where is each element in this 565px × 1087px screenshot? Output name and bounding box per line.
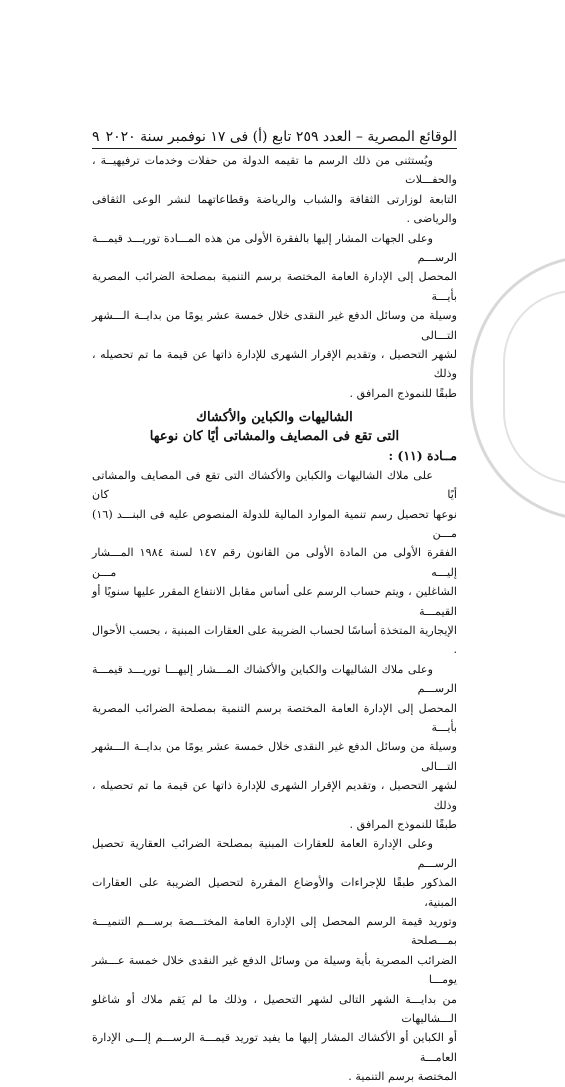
text-line: الضرائب المصرية بأية وسيلة من وسائل الدفع غير النقدى خلال خمسة عـــشر يومـــا — [92, 953, 457, 987]
text-line: وتوريد قيمة الرسم المحصل إلى الإدارة العامة المختـــصة برســـم التنميـــة بمـــصلحة — [92, 915, 457, 948]
text-line: من بدايـــة الشهر التالى لشهر التحصيل ، وذلك ما لم يَقم ملاك أو شاغلو الـــشاليهات — [92, 992, 457, 1026]
text-line: المختصة برسم التنمية . — [348, 1070, 457, 1084]
text-line: المحصل إلى الإدارة العامة المختصة برسم التنمية بمصلحة الضرائب المصرية بأيـــة — [92, 701, 457, 734]
text-line: طبقًا للنموذج المرافق . — [349, 386, 457, 400]
text-line: المحصل إلى الإدارة العامة المختصة برسم التنمية بمصلحة الضرائب المصرية بأيـــة — [92, 270, 457, 303]
header-divider — [92, 148, 457, 149]
text-line: ويُستثنى من ذلك الرسم ما تقيمه الدولة من حفلات وخدمات ترفيهيــة ، والحفـــلات — [92, 154, 457, 187]
text-line: أو الكباين أو الأكشاك المشار إليها ما يفيد توريد قيمـــة الرســـم إلـــى الإدارة العامـــة — [92, 1031, 457, 1064]
text-line: وسيلة من وسائل الدفع غير النقدى خلال خمسة عشر يومًا من بدايــة الـــشهر التـــالى — [92, 309, 457, 342]
document-body — [92, 151, 457, 1087]
page-number: ٩ — [92, 129, 100, 145]
section-heading: الشاليهات والكباين والأكشاك — [196, 410, 353, 426]
text-line: لشهر التحصيل ، وتقديم الإقرار الشهرى للإدارة ذاتها عن قيمة ما تم تحصيله ، وذلك — [92, 348, 457, 381]
text-line: وعلى ملاك الشاليهات والكباين والأكشاك المـــشار إليهـــا توريـــد قيمـــة الرســـم — [92, 662, 457, 696]
text-line: المذكور طبقًا للإجراءات والأوضاع المقررة لتحصيل الضريبة على العقارات المبنية، — [92, 876, 457, 909]
text-line: وسيلة من وسائل الدفع غير النقدى خلال خمسة عشر يومًا من بدايــة الـــشهر التـــالى — [92, 740, 457, 773]
article-label: مــادة (١١) : — [388, 448, 457, 464]
text-line: وعلى الإدارة العامة للعقارات المبنية بمصلحة الضرائب العقارية تحصيل الرســـم — [92, 837, 457, 870]
text-line: الإيجارية المتخذة أساسًا لحساب الضريبة على العقارات المبنية ، بحسب الأحوال . — [92, 623, 457, 657]
text-line: وعلى الجهات المشار إليها بالفقرة الأولى من هذه المـــادة توريـــد قيمـــة الرســـم — [92, 231, 457, 265]
section-subheading: التى تقع فى المصايف والمشاتى أيًا كان نوعها — [149, 429, 400, 445]
text-line: الشاغلين ، ويتم حساب الرسم على أساس مقابل الانتفاع المقرر عليها سنويًا أو القيمـــة — [92, 585, 457, 618]
text-line: الفقرة الأولى من المادة الأولى من القانون رقم ١٤٧ لسنة ١٩٨٤ المـــشار إليـــه مـــن — [92, 546, 457, 579]
page-header — [92, 128, 457, 146]
text-line: التابعة لوزارتى الثقافة والشباب والرياضة وقطاعاتهما لنشر الوعى الثقافى والرياضى . — [92, 192, 457, 226]
text-line: على ملاك الشاليهات والكباين والأكشاك التى تقع فى المصايف والمشاتى أيًا كان — [92, 468, 457, 502]
text-line: طبقًا للنموذج المرافق . — [349, 818, 457, 831]
text-line: نوعها تحصيل رسم تنمية الموارد المالية للدولة المنصوص عليه فى البنـــد (١٦) مـــن — [92, 507, 457, 540]
text-line: لشهر التحصيل ، وتقديم الإقرار الشهرى للإدارة ذاتها عن قيمة ما تم تحصيله ، وذلك — [92, 779, 457, 812]
gazette-title: الوقائع المصرية – العدد ٢٥٩ تابع (أ) فى ١٧ نوفمبر سنة ٢٠٢٠ — [105, 129, 457, 145]
